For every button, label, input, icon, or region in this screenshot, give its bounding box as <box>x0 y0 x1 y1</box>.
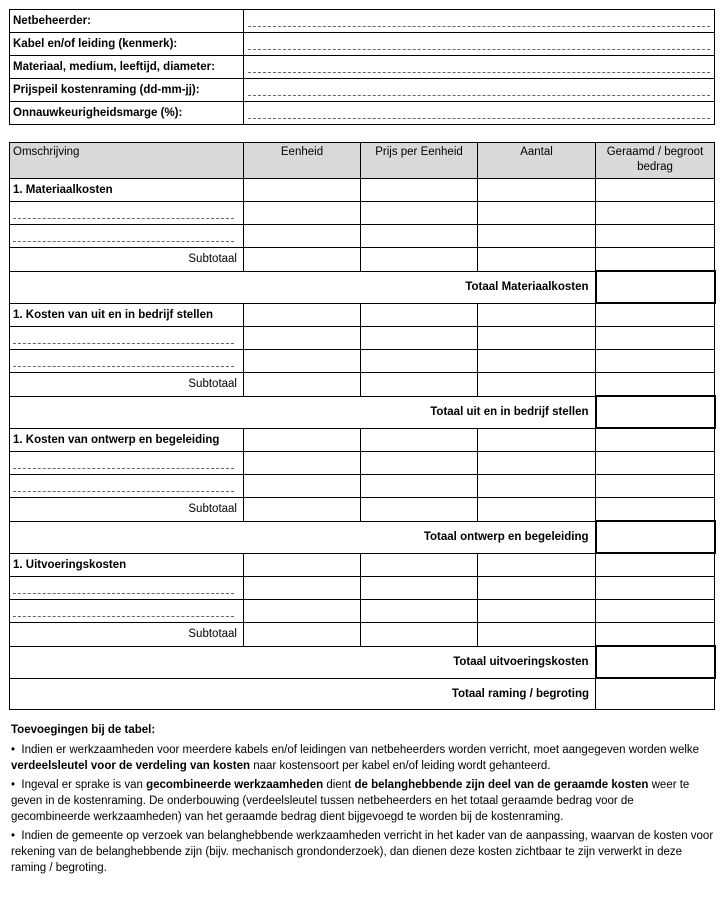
info-value-field[interactable] <box>244 10 715 33</box>
cost-table-body <box>10 143 715 710</box>
input-cell[interactable] <box>478 428 596 452</box>
input-cell[interactable] <box>596 475 715 498</box>
section-total-value[interactable] <box>596 646 715 678</box>
info-row <box>10 10 715 33</box>
subtotal-row <box>10 498 715 522</box>
section-total-row <box>10 521 715 553</box>
dotted-line <box>13 335 234 344</box>
subtotal-row <box>10 248 715 272</box>
section-total-value[interactable] <box>596 396 715 428</box>
input-cell[interactable] <box>361 475 478 498</box>
table-row <box>10 577 715 600</box>
note-emphasis: verdeelsleutel voor de verdeling van kosten <box>11 760 251 772</box>
description-field[interactable] <box>10 225 244 248</box>
description-field[interactable] <box>10 600 244 623</box>
header-eenheid: Eenheid <box>244 143 361 179</box>
input-cell[interactable] <box>244 553 361 577</box>
input-cell[interactable] <box>244 327 361 350</box>
subtotal-label: Subtotaal <box>10 373 244 397</box>
section-title: 1. Kosten van ontwerp en begeleiding <box>10 428 244 452</box>
input-cell[interactable] <box>244 179 361 202</box>
description-field[interactable] <box>10 577 244 600</box>
section-total-value[interactable] <box>596 521 715 553</box>
description-field[interactable] <box>10 327 244 350</box>
info-label: Netbeheerder: <box>10 10 244 33</box>
dotted-line <box>13 460 234 469</box>
table-row <box>10 327 715 350</box>
dotted-line <box>248 39 710 50</box>
header-aantal: Aantal <box>478 143 596 179</box>
section-total-row <box>10 396 715 428</box>
note-text: Indien er werkzaamheden voor meerdere kabels en/of leidingen van netbeheerders worden verricht, moet aangegeven worden welke <box>21 744 700 756</box>
grand-total-value[interactable] <box>596 678 715 710</box>
info-row <box>10 56 715 79</box>
input-cell[interactable] <box>361 600 478 623</box>
input-cell[interactable] <box>361 202 478 225</box>
table-row <box>10 600 715 623</box>
info-row <box>10 33 715 56</box>
input-cell[interactable] <box>361 373 478 397</box>
section-title: 1. Kosten van uit en in bedrijf stellen <box>10 303 244 327</box>
dotted-line <box>13 210 234 219</box>
section-total-label: Totaal ontwerp en begeleiding <box>10 521 596 553</box>
bullet-icon: • <box>11 830 16 842</box>
input-cell[interactable] <box>478 303 596 327</box>
input-cell[interactable] <box>244 350 361 373</box>
input-cell[interactable] <box>478 553 596 577</box>
note-emphasis: gecombineerde werkzaamheden <box>146 779 324 791</box>
dotted-line <box>13 483 234 492</box>
input-cell[interactable] <box>478 373 596 397</box>
dotted-line <box>13 358 234 367</box>
input-cell[interactable] <box>361 452 478 475</box>
dotted-line <box>248 16 710 27</box>
info-table <box>9 9 715 125</box>
input-cell[interactable] <box>478 475 596 498</box>
input-cell[interactable] <box>361 428 478 452</box>
input-cell[interactable] <box>478 577 596 600</box>
input-cell[interactable] <box>596 373 715 397</box>
input-cell[interactable] <box>596 452 715 475</box>
section-title: 1. Materiaalkosten <box>10 179 244 202</box>
cost-table <box>9 142 716 710</box>
section-title-row <box>10 179 715 202</box>
section-title-row <box>10 428 715 452</box>
subtotal-row <box>10 373 715 397</box>
input-cell[interactable] <box>361 179 478 202</box>
header-prijs-per-eenheid: Prijs per Eenheid <box>361 143 478 179</box>
input-cell[interactable] <box>244 303 361 327</box>
info-value-field[interactable] <box>244 79 715 102</box>
subtotal-label: Subtotaal <box>10 623 244 647</box>
description-field[interactable] <box>10 350 244 373</box>
cost-estimate-form <box>9 9 714 710</box>
input-cell[interactable] <box>478 327 596 350</box>
grand-total-label: Totaal raming / begroting <box>10 678 596 710</box>
bullet-icon: • <box>11 744 16 756</box>
input-cell[interactable] <box>361 498 478 522</box>
input-cell[interactable] <box>244 498 361 522</box>
input-cell[interactable] <box>361 623 478 647</box>
info-label: Prijspeil kostenraming (dd-mm-jj): <box>10 79 244 102</box>
section-total-row <box>10 646 715 678</box>
input-cell[interactable] <box>361 553 478 577</box>
note-text: dient <box>323 779 355 791</box>
subtotal-label: Subtotaal <box>10 498 244 522</box>
input-cell[interactable] <box>596 553 715 577</box>
note-item <box>11 828 716 876</box>
note-emphasis: de belanghebbende zijn deel van de geraamde kosten <box>354 779 649 791</box>
input-cell[interactable] <box>478 600 596 623</box>
input-cell[interactable] <box>361 350 478 373</box>
input-cell[interactable] <box>596 350 715 373</box>
dotted-line <box>13 585 234 594</box>
input-cell[interactable] <box>361 577 478 600</box>
table-header-row <box>10 143 715 179</box>
header-omschrijving: Omschrijving <box>10 143 244 179</box>
input-cell[interactable] <box>244 600 361 623</box>
input-cell[interactable] <box>361 327 478 350</box>
input-cell[interactable] <box>596 577 715 600</box>
input-cell[interactable] <box>596 179 715 202</box>
input-cell[interactable] <box>244 475 361 498</box>
note-text: Indien de gemeente op verzoek van belanghebbende werkzaamheden verricht in het kader van de aanpassing, waarvan de kosten voor rekening van de belanghebbende zijn (bijv. mechanisch grondonderzoek), dan dienen deze kosten zichtbaar te zijn verwerkt in deze raming / begroting. <box>11 830 714 874</box>
section-total-row <box>10 271 715 303</box>
section-total-value[interactable] <box>596 271 715 303</box>
info-table-body <box>10 10 715 125</box>
subtotal-row <box>10 623 715 647</box>
info-label: Materiaal, medium, leeftijd, diameter: <box>10 56 244 79</box>
note-item <box>11 742 716 774</box>
input-cell[interactable] <box>596 600 715 623</box>
input-cell[interactable] <box>244 577 361 600</box>
dotted-line <box>248 108 710 119</box>
header-geraamd-bedrag: Geraamd / begroot bedrag <box>596 143 715 179</box>
dotted-line <box>13 233 234 242</box>
input-cell[interactable] <box>596 428 715 452</box>
input-cell[interactable] <box>244 373 361 397</box>
dotted-line <box>13 608 234 617</box>
input-cell[interactable] <box>478 202 596 225</box>
input-cell[interactable] <box>244 452 361 475</box>
note-text: Ingeval er sprake is van <box>21 779 147 791</box>
dotted-line <box>248 85 710 96</box>
input-cell[interactable] <box>244 202 361 225</box>
note-item <box>11 777 716 825</box>
info-value-field[interactable] <box>244 102 715 125</box>
section-title-row <box>10 553 715 577</box>
table-row <box>10 475 715 498</box>
note-text: naar kostensoort per kabel en/of leiding wordt gehanteerd. <box>250 760 551 772</box>
section-total-label: Totaal uitvoeringskosten <box>10 646 596 678</box>
input-cell[interactable] <box>361 303 478 327</box>
table-row <box>10 350 715 373</box>
section-total-label: Totaal uit en in bedrijf stellen <box>10 396 596 428</box>
note-text: weer te geven in de kostenraming. De onderbouwing (verdeelsleutel tussen netbeheerders en het totaal geraamde bedrag voor de gecombineerde werkzaamheden) van het geraamde bedrag dient bijgevoegd te worden bij de kostenraming. <box>11 779 690 823</box>
section-title: 1. Uitvoeringskosten <box>10 553 244 577</box>
input-cell[interactable] <box>244 225 361 248</box>
input-cell[interactable] <box>596 623 715 647</box>
input-cell[interactable] <box>478 179 596 202</box>
info-value-field[interactable] <box>244 33 715 56</box>
input-cell[interactable] <box>596 303 715 327</box>
input-cell[interactable] <box>478 225 596 248</box>
input-cell[interactable] <box>244 623 361 647</box>
info-label: Kabel en/of leiding (kenmerk): <box>10 33 244 56</box>
info-row <box>10 79 715 102</box>
input-cell[interactable] <box>244 428 361 452</box>
input-cell[interactable] <box>361 248 478 272</box>
info-value-field[interactable] <box>244 56 715 79</box>
table-row <box>10 452 715 475</box>
description-field[interactable] <box>10 475 244 498</box>
table-row <box>10 202 715 225</box>
input-cell[interactable] <box>478 248 596 272</box>
dotted-line <box>248 62 710 73</box>
input-cell[interactable] <box>361 225 478 248</box>
input-cell[interactable] <box>244 248 361 272</box>
table-row <box>10 225 715 248</box>
table-notes <box>11 722 716 879</box>
subtotal-label: Subtotaal <box>10 248 244 272</box>
bullet-icon: • <box>11 779 16 791</box>
input-cell[interactable] <box>596 327 715 350</box>
section-total-label: Totaal Materiaalkosten <box>10 271 596 303</box>
input-cell[interactable] <box>596 498 715 522</box>
input-cell[interactable] <box>478 498 596 522</box>
input-cell[interactable] <box>596 248 715 272</box>
input-cell[interactable] <box>478 452 596 475</box>
input-cell[interactable] <box>478 350 596 373</box>
input-cell[interactable] <box>596 225 715 248</box>
info-label: Onnauwkeurigheidsmarge (%): <box>10 102 244 125</box>
description-field[interactable] <box>10 202 244 225</box>
description-field[interactable] <box>10 452 244 475</box>
info-row <box>10 102 715 125</box>
grand-total-row <box>10 678 715 710</box>
input-cell[interactable] <box>478 623 596 647</box>
section-title-row <box>10 303 715 327</box>
input-cell[interactable] <box>596 202 715 225</box>
notes-title: Toevoegingen bij de tabel: <box>11 724 156 736</box>
